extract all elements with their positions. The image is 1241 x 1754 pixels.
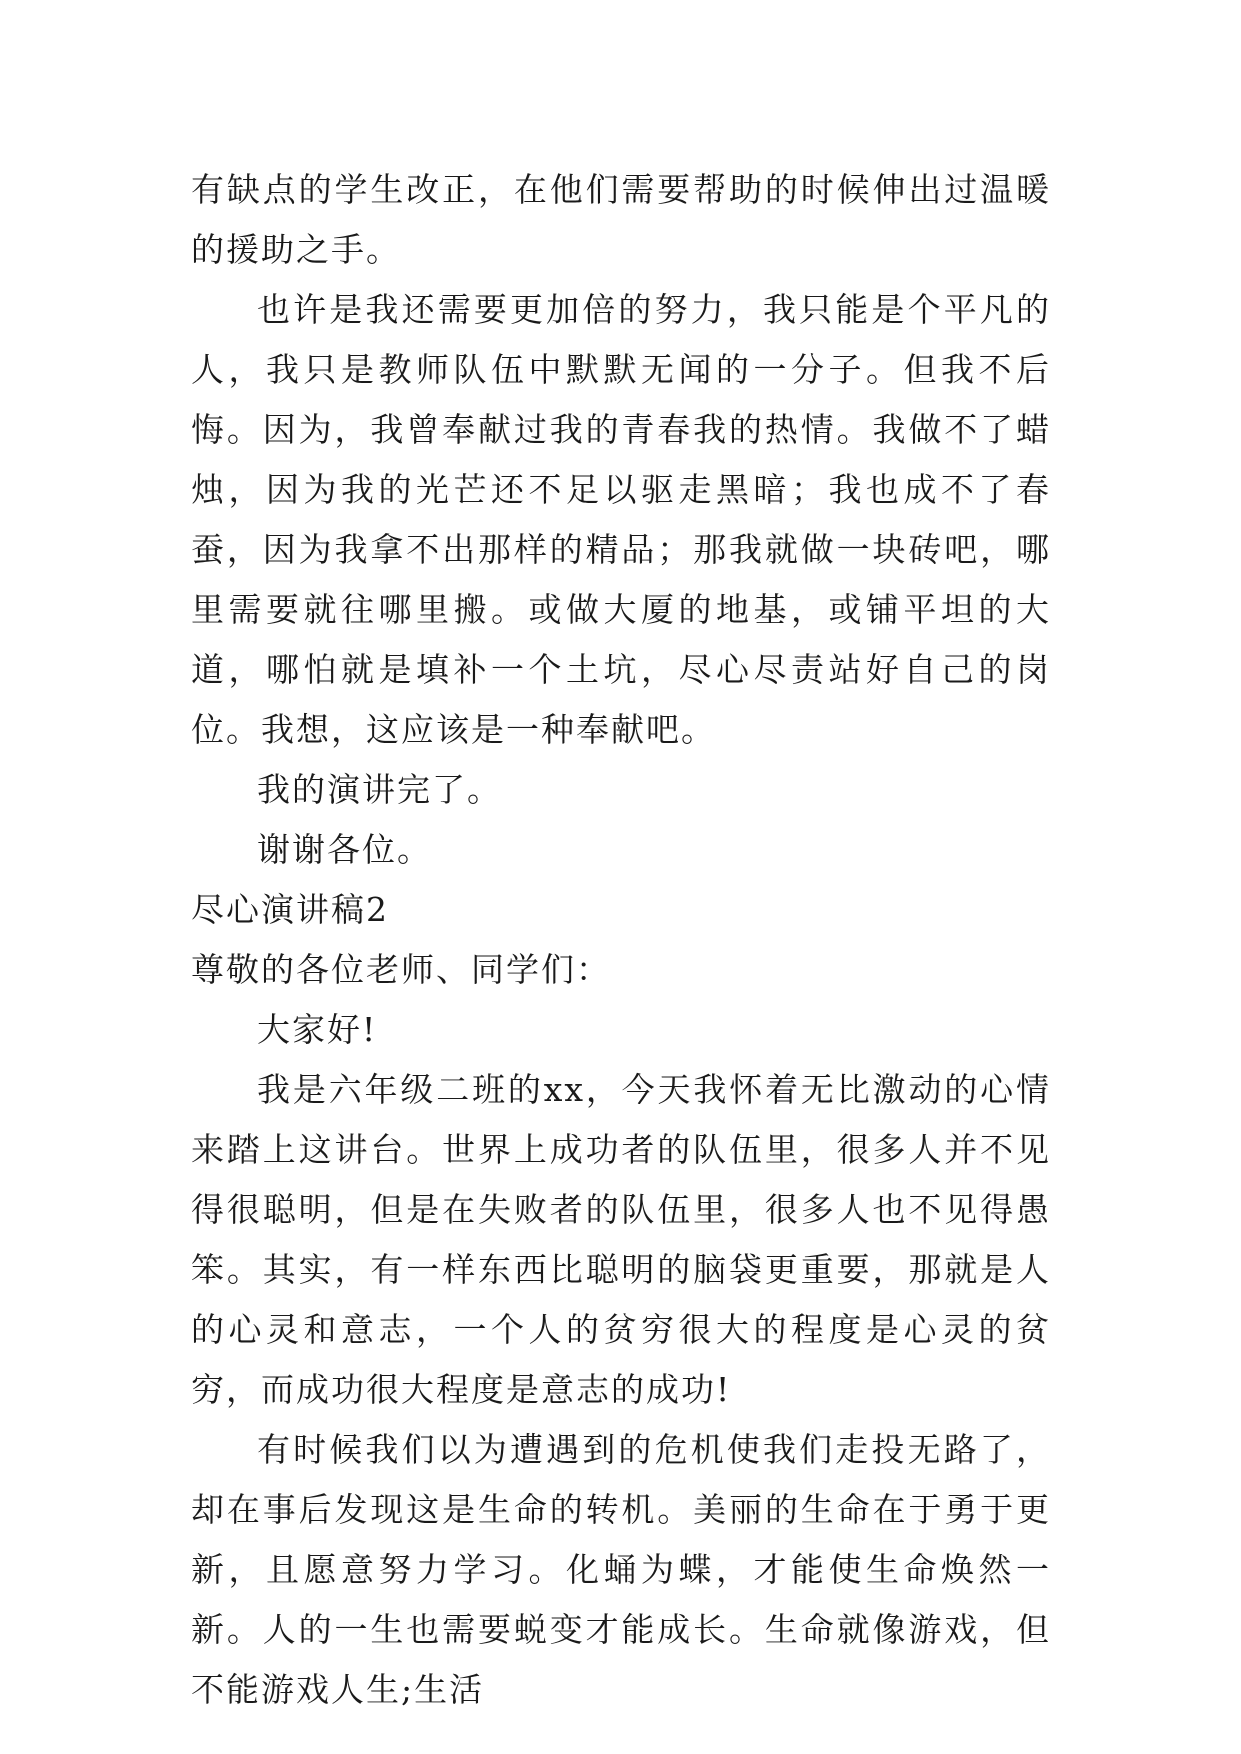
- document-body: [191, 160, 1051, 1720]
- paragraph-dedication: 也许是我还需要更加倍的努力，我只能是个平凡的人，我只是教师队伍中默默无闻的一分子。但我不后悔。因为，我曾奉献过我的青春我的热情。我做不了蜡烛，因为我的光芒还不足以驱走黑暗；我也成不了春蚕，因为我拿不出那样的精品；那我就做一块砖吧，哪里需要就往哪里搬。或做大厦的地基，或铺平坦的大道，哪怕就是填补一个土坑，尽心尽责站好自己的岗位。我想，这应该是一种奉献吧。: [191, 290, 1051, 749]
- greeting: 大家好!: [257, 1010, 378, 1049]
- paragraph-introduction: 我是六年级二班的xx，今天我怀着无比激动的心情来踏上这讲台。世界上成功者的队伍里，很多人并不见得很聪明，但是在失败者的队伍里，很多人也不见得愚笨。其实，有一样东西比聪明的脑袋更重要，那就是人的心灵和意志，一个人的贫穷很大的程度是心灵的贫穷，而成功很大程度是意志的成功!: [191, 1070, 1051, 1409]
- paragraph-speech-end: 我的演讲完了。: [257, 770, 502, 809]
- paragraph-thanks: 谢谢各位。: [257, 830, 432, 869]
- paragraph-continuation: 有缺点的学生改正，在他们需要帮助的时候伸出过温暖的援助之手。: [191, 170, 1051, 269]
- paragraph-transformation: 有时候我们以为遭遇到的危机使我们走投无路了，却在事后发现这是生命的转机。美丽的生命在于勇于更新，且愿意努力学习。化蛹为蝶，才能使生命焕然一新。人的一生也需要蜕变才能成长。生命就像游戏，但不能游戏人生;生活: [191, 1430, 1051, 1709]
- salutation: 尊敬的各位老师、同学们：: [191, 950, 611, 989]
- section-title: 尽心演讲稿2: [191, 890, 389, 929]
